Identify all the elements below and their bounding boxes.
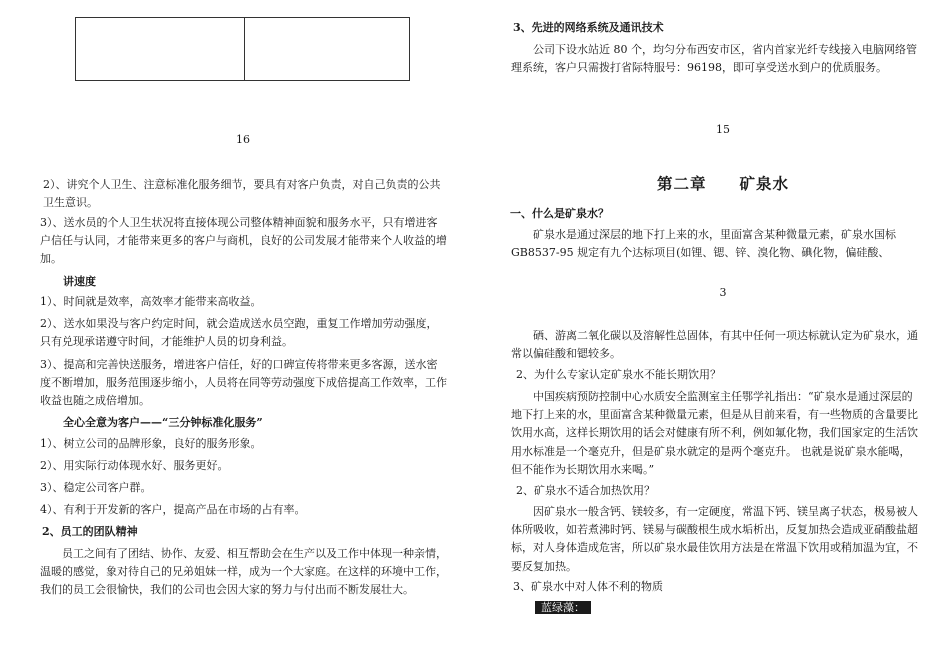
list-item-1: 1）、树立公司的品牌形象，良好的服务形象。 <box>40 437 262 450</box>
left-page <box>36 0 450 672</box>
list-item-3: 3）、稳定公司客户群。 <box>40 481 152 494</box>
heading-speed: 讲速度 <box>63 275 96 288</box>
highlighted-term <box>535 599 591 617</box>
answer-2: 中国疾病预防控制中心水质安全监测室主任鄂学礼指出：“矿泉水是通过深层的地下打上来的水，里面富含某种微量元素，但是从目前来看，有一些物质的含量要比饮用水高，这样长期饮用的话会对健康有所不利，例如氟化物，我们国家定的生活饮用水标准是一个毫克升，但是矿泉水就定的是两个毫克升。 也就是说矿泉水能喝，但不能作为长期饮用水来喝。” <box>511 390 918 476</box>
question-2: 2、为什么专家认定矿泉水不能长期饮用？ <box>516 368 721 381</box>
highlight-text: 蓝绿藻： <box>535 601 591 614</box>
heading-team-spirit: 2、员工的团队精神 <box>42 525 138 538</box>
para-network: 公司下设水站近 80 个，均匀分布西安市区，省内首家光纤专线接入电脑网络管理系统，客户只需拨打省际特服号：96198，即可享受送水到户的优质服务。 <box>511 43 917 75</box>
right-page <box>507 0 919 672</box>
page-number-right: 15 <box>716 123 730 136</box>
page-number-left: 16 <box>236 133 250 146</box>
para-speed-3: 3）、提高和完善快送服务，增进客户信任，好的口碑宣传将带来更多客源，送水密度不断增加，服务范围逐步缩小，人员将在同等劳动强度下成倍提高工作效率，工作收益也随之成倍增加。 <box>40 358 447 408</box>
heading-customer: 全心全意为客户——“三分钟标准化服务” <box>63 416 263 429</box>
question-4: 3、矿泉水中对人体不利的物质 <box>513 580 663 593</box>
answer-1: 矿泉水是通过深层的地下打上来的水，里面富含某种微量元素，矿泉水国标 GB8537-95 规定有九个达标项目(如锂、锶、锌、溴化物、碘化物，偏硅酸、 <box>511 228 896 260</box>
list-item-2: 2）、用实际行动体现水好、服务更好。 <box>40 459 229 472</box>
para-team-spirit: 员工之间有了团结、协作、友爱、相互帮助会在生产以及工作中体现一种亲情，温暖的感觉，象对待自己的兄弟姐妹一样，成为一个大家庭。在这样的环境中工作，我们的员工会很愉快，我们的公司也会因大家的努力与付出而不断发展壮大。 <box>40 547 447 597</box>
list-item-4: 4）、有利于开发新的客户，提高产品在市场的占有率。 <box>40 503 306 516</box>
para-hygiene-2: 3）、送水员的个人卫生状况将直接体现公司整体精神面貌和服务水平，只有增进客户信任与认同，才能带来更多的客户与商机，良好的公司发展才能带来个人收益的增加。 <box>40 216 447 266</box>
heading-network: 3、先进的网络系统及通讯技术 <box>513 21 664 34</box>
para-hygiene-1: 2）、讲究个人卫生、注意标准化服务细节，要具有对客户负责，对自己负责的公共卫生意识。 <box>43 178 441 210</box>
para-speed-1: 1）、时间就是效率，高效率才能带来高收益。 <box>40 295 262 308</box>
chapter-title: 第二章 矿泉水 <box>656 174 789 193</box>
question-1: 一、什么是矿泉水？ <box>510 207 609 220</box>
para-speed-2: 2）、送水如果没与客户约定时间，就会造成送水员空跑，重复工作增加劳动强度，只有兑现承诺遵守时间，才能维护人员的切身利益。 <box>40 317 438 349</box>
page-number-mid: 3 <box>719 286 727 299</box>
answer-3: 因矿泉水一般含钙、镁较多，有一定硬度，常温下钙、镁呈离子状态，极易被人体所吸收，如若煮沸时钙、镁易与碳酸根生成水垢析出，反复加热会造成亚硝酸盐超标，对人身体造成危害，所以矿泉水最佳饮用方法是在常温下饮用或稍加温为宜，不要反复加热。 <box>511 505 918 573</box>
question-3: 2、矿泉水不适合加热饮用？ <box>516 484 655 497</box>
answer-1-continued: 硒、游离二氧化碳以及溶解性总固体，有其中任何一项达标就认定为矿泉水，通常以偏硅酸和锶较多。 <box>511 329 918 361</box>
